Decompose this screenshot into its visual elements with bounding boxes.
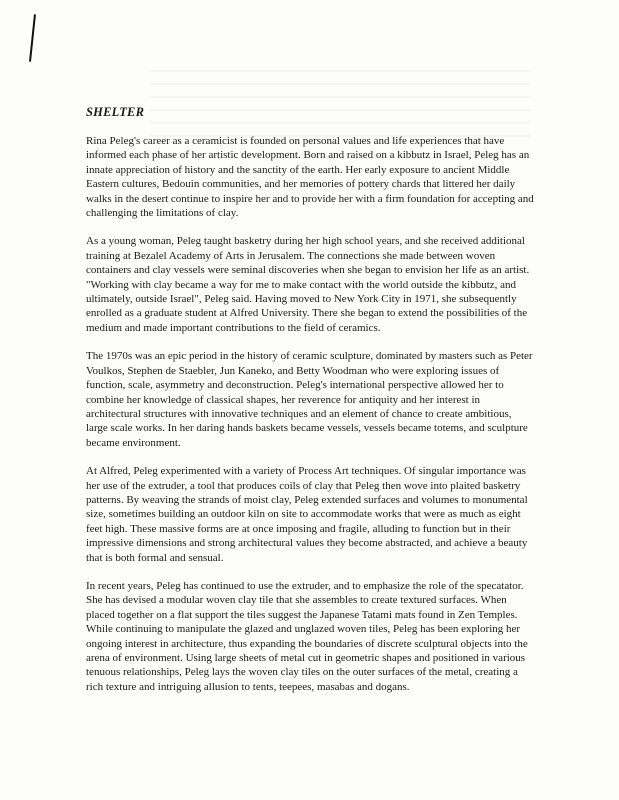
document-body [86, 104, 534, 708]
paragraph-5: In recent years, Peleg has continued to use the extruder, and to emphasize the role of the specatator. She has devised a modular woven clay tile that she assembles to create textured surfaces. When placed together on a flat support the tiles suggest the Japanese Tatami mats found in Zen Temples. While continuing to manipulate the glazed and unglazed woven tiles, Peleg has been exploring her ongoing interest in architecture, thus expanding the boundaries of discrete sculptural objects into the arena of environment. Using large sheets of metal cut in geometric shapes and positioned in various tenuous relationships, Peleg lays the woven clay tiles on the outer surfaces of the metal, creating a rich texture and intriguing allusion to tents, teepees, masabas and dogans. [86, 579, 528, 693]
paragraph-1: Rina Peleg's career as a ceramicist is founded on personal values and life experiences that have informed each phase of her artistic development. Born and raised on a kibbutz in Israel, Peleg has an innate appreciation of history and the sanctity of the earth. Her early exposure to ancient Middle Eastern cultures, Bedouin communities, and her memories of pottery chards that littered her daily walks in the desert continue to inspire her and to provide her with a firm foundation for accepting and challenging the limitations of clay. [86, 135, 534, 220]
pen-mark [29, 14, 36, 62]
paragraph-2: As a young woman, Peleg taught basketry during her high school years, and she received additional training at Bezalel Academy of Arts in Jerusalem. The connections she made between woven containers and clay vessels were seminal discoveries when she began to envision her life as an artist. "Working with clay became a way for me to make contact with the world outside the kibbutz, and ultimately, outside Israel", Peleg said. Having moved to New York City in 1971, she subsequently enrolled as a graduate student at Alfred University. There she began to extend the possibilities of the medium and made important contributions to the field of ceramics. [86, 235, 530, 334]
paragraph-3: The 1970s was an epic period in the history of ceramic sculpture, dominated by masters such as Peter Voulkos, Stephen de Staebler, Jun Kaneko, and Betty Woodman who were exploring issues of function, scale, asymmetry and deconstruction. Peleg's international perspective allowed her to combine her knowledge of classical shapes, her reverence for antiquity and her interest in architectural structures with innovative techniques and an element of chance to create ambitious, large scale works. In her daring hands baskets became vessels, vessels became totems, and sculpture became environment. [86, 350, 533, 449]
paragraph-4: At Alfred, Peleg experimented with a variety of Process Art techniques. Of singular importance was her use of the extruder, a tool that produces coils of clay that Peleg then wove into plaited basketry patterns. By weaving the strands of moist clay, Peleg extended surfaces and volumes to monumental size, sometimes building an outdoor kiln on site to accommodate works that were as much as eight feet high. These massive forms are at once imposing and fragile, alluding to function but in their impressive dimensions and strong architectural values they become abstracted, and achieve a beauty that is both formal and sensual. [86, 465, 528, 564]
document-title: SHELTER [86, 105, 145, 119]
